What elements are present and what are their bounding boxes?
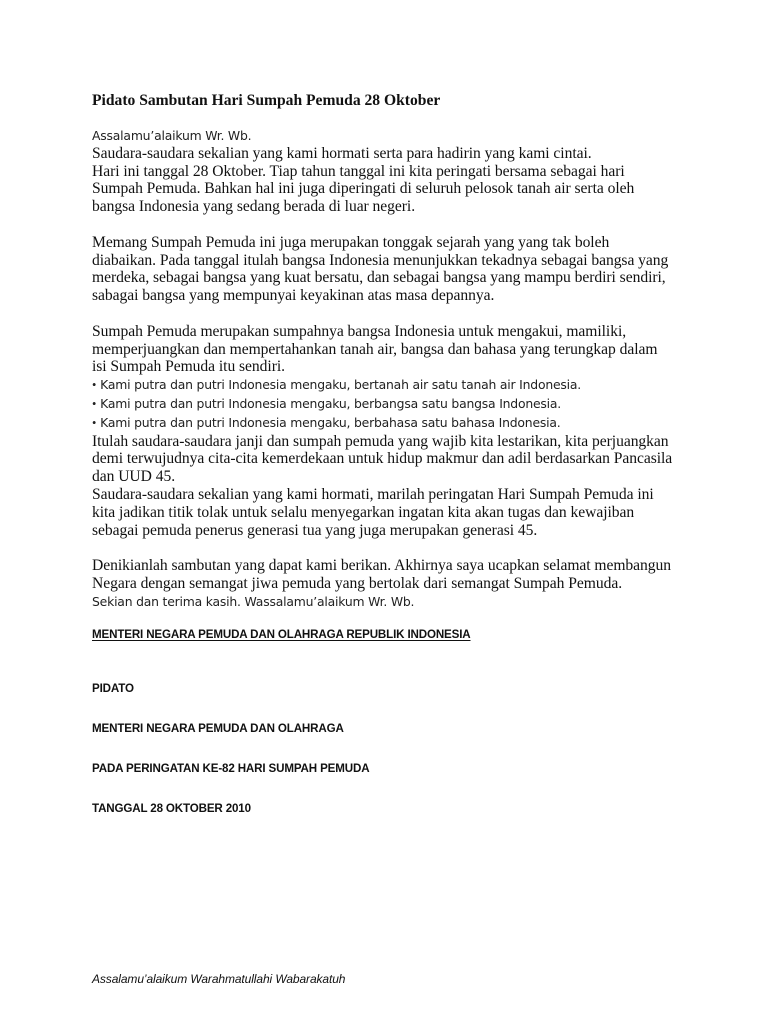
paragraph-oath-intro (92, 323, 692, 376)
ministry-header: MENTERI NEGARA PEMUDA DAN OLAHRAGA REPUBLIK INDONESIA (92, 628, 471, 641)
opening-greeting-italic: Assalamu’alaikum Warahmatullahi Wabarakatuh (92, 972, 346, 986)
bullet-icon: • (92, 396, 97, 411)
date-line: TANGGAL 28 OKTOBER 2010 (92, 802, 251, 815)
text-line: Saudara-saudara sekalian yang kami hormati, marilah peringatan Hari Sumpah Pemuda ini (92, 485, 654, 503)
paragraph-gap (92, 305, 692, 323)
text-line: isi Sumpah Pemuda itu sendiri. (92, 358, 285, 376)
text-line: sebagai pemuda penerus generasi tua yang juga merupakan generasi 45. (92, 521, 538, 539)
closing-greeting: Sekian dan terima kasih. Wassalamu’alaikum Wr. Wb. (92, 593, 415, 609)
oath-bullet-item (92, 376, 692, 395)
paragraph-closing (92, 557, 692, 610)
bullet-icon: • (92, 378, 97, 393)
paragraph-opening (92, 145, 692, 216)
text-line: sabagai bangsa yang mempunyai keyakinan atas masa depannya. (92, 287, 495, 305)
bullet-icon: • (92, 415, 97, 430)
text-line: Saudara-saudara sekalian yang kami hormati serta para hadirin yang kami cintai. (92, 144, 592, 162)
text-line: bangsa Indonesia yang sedang berada di luar negeri. (92, 198, 416, 216)
oath-bullet-item (92, 395, 692, 414)
text-line: Hari ini tanggal 28 Oktober. Tiap tahun tanggal ini kita peringati bersama sebagai hari (92, 162, 625, 180)
text-line: Sumpah Pemuda. Bahkan hal ini juga diperingati di seluruh pelosok tanah air serta oleh (92, 180, 635, 198)
text-line: dan UUD 45. (92, 468, 176, 486)
speech-body (92, 127, 692, 611)
speaker-line: MENTERI NEGARA PEMUDA DAN OLAHRAGA (92, 722, 344, 735)
text-line: kita jadikan titik tolak untuk selalu menyegarkan ingatan kita akan tugas dan kewajiban (92, 503, 635, 521)
oath-text: Kami putra dan putri Indonesia mengaku, bertanah air satu tanah air Indonesia. (100, 377, 582, 393)
greeting: Assalamu’alaikum Wr. Wb. (92, 128, 252, 143)
paragraph-gap (92, 216, 692, 234)
oath-text: Kami putra dan putri Indonesia mengaku, berbahasa satu bahasa Indonesia. (100, 414, 561, 430)
pidato-label: PIDATO (92, 682, 134, 695)
paragraph-promise (92, 433, 692, 486)
oath-text: Kami putra dan putri Indonesia mengaku, berbangsa satu bangsa Indonesia. (100, 395, 562, 411)
text-line: Sumpah Pemuda merupakan sumpahnya bangsa Indonesia untuk mengakui, mamiliki, (92, 322, 627, 340)
paragraph-appeal (92, 486, 692, 539)
paragraph-gap (92, 539, 692, 557)
document-title: Pidato Sambutan Hari Sumpah Pemuda 28 Oktober (92, 92, 441, 109)
text-line: diabaikan. Pada tanggal itulah bangsa Indonesia menunjukkan tekadnya sebagai bangsa yang (92, 251, 669, 269)
occasion-line: PADA PERINGATAN KE-82 HARI SUMPAH PEMUDA (92, 762, 370, 775)
oath-bullet-list (92, 376, 692, 432)
text-line: Memang Sumpah Pemuda ini juga merupakan tonggak sejarah yang yang tak boleh (92, 233, 610, 251)
text-line: memperjuangkan dan mempertahankan tanah air, bangsa dan bahasa yang terungkap dalam (92, 340, 658, 358)
paragraph-history (92, 234, 692, 305)
text-line: Denikianlah sambutan yang dapat kami berikan. Akhirnya saya ucapkan selamat membangun (92, 557, 672, 575)
text-line: Negara dengan semangat jiwa pemuda yang bertolak dari semangat Sumpah Pemuda. (92, 574, 623, 592)
oath-bullet-item (92, 414, 692, 433)
text-line: demi terwujudnya cita-cita kemerdekaan untuk hidup makmur dan adil berdasarkan Pancasila (92, 450, 673, 468)
text-line: Itulah saudara-saudara janji dan sumpah pemuda yang wajib kita lestarikan, kita perjuangkan (92, 432, 669, 450)
text-line: merdeka, sebagai bangsa yang kuat bersatu, dan sebagai bangsa yang mampu berdiri sendiri, (92, 269, 666, 287)
